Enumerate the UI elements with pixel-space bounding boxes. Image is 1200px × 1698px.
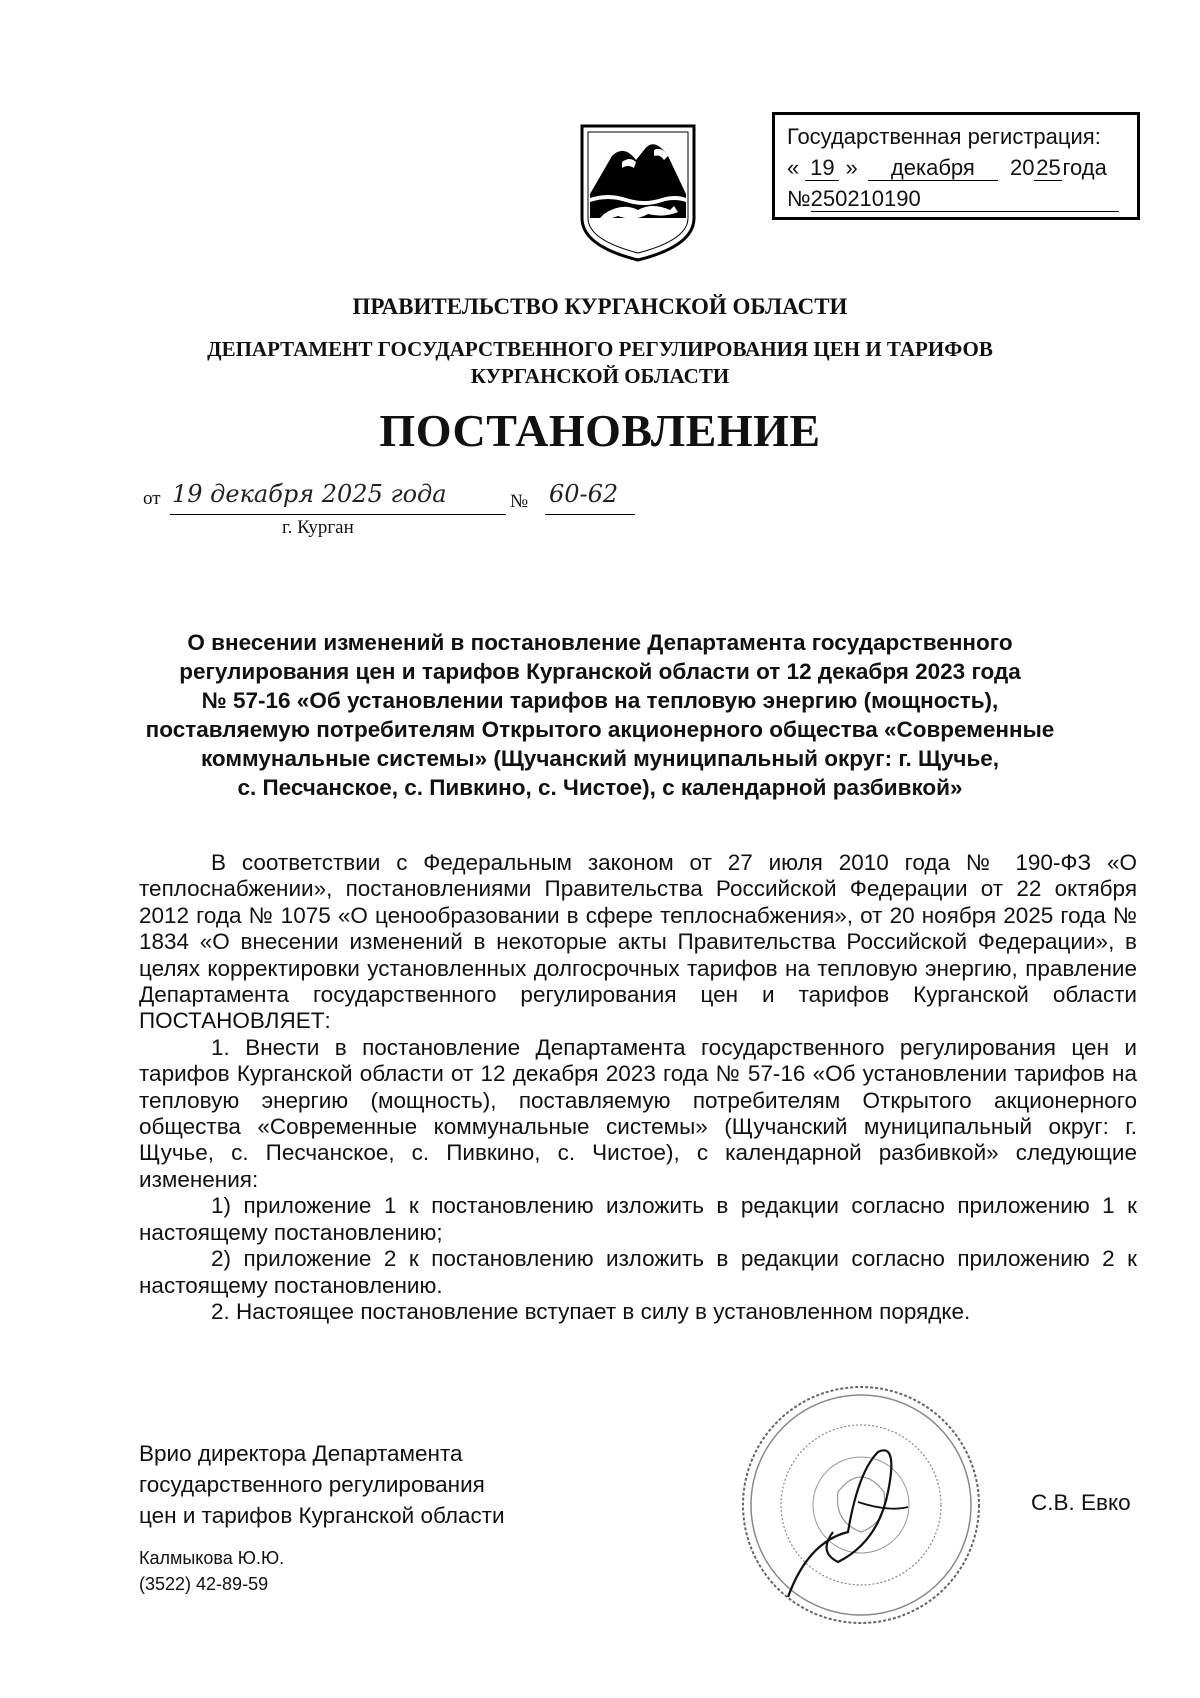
executor-contact (139, 1545, 284, 1597)
government-header: ПРАВИТЕЛЬСТВО КУРГАНСКОЙ ОБЛАСТИ (352, 294, 848, 319)
official-seal-stamp (738, 1382, 984, 1628)
handwritten-date: 19 декабря 2025 года (170, 486, 506, 515)
document-number-label: № (510, 491, 529, 512)
registration-stamp-box (772, 112, 1140, 220)
body-paragraph-subitem-2: 2) приложение 2 к постановлению изложить в редакции согласно приложению 2 к настоящему постановлению. (139, 1246, 1137, 1298)
body-paragraph-preamble: В соответствии с Федеральным законом от 27 июля 2010 года № 190-ФЗ «О теплоснабжении», постановлениями Правительства Российской Федерации от 22 октября 2012 года № 1075 «О ценообразовании в сфере теплоснабжения», от 20 ноября 2025 года № 1834 «О внесении изменений в некоторые акты Правительства Российской Федерации», в целях корректировки установленных долгосрочных тарифов на тепловую энергию, правление Департамента государственного регулирования цен и тарифов Курганской области ПОСТАНОВЛЯЕТ: (139, 850, 1137, 1034)
signer-name: С.В. Евко (1031, 1490, 1131, 1515)
body-paragraph-item-1: 1. Внести в постановление Департамента государственного регулирования цен и тарифов Курганской области от 12 декабря 2023 года № 57-16 «Об установлении тарифов на тепловую энергию (мощность), поставляемую потребителям Открытого акционерного общества «Современные коммунальные системы» (Щучанский муниципальный округ: г. Щучье, с. Песчанское, с. Пивкино, с. Чистое), с календарной разбивкой» следующие изменения: (139, 1034, 1137, 1192)
registration-date-row: « 19 » декабря 2025года (787, 155, 1107, 180)
document-body (139, 850, 1137, 1325)
body-paragraph-item-2: 2. Настоящее постановление вступает в силу в установленном порядке. (211, 1298, 971, 1324)
registration-title: Государственная регистрация: (787, 124, 1101, 149)
registration-number: 250210190 (811, 187, 1119, 212)
executor-name: Калмыкова Ю.Ю. (139, 1548, 285, 1568)
document-type-title: ПОСТАНОВЛЕНИЕ (379, 405, 821, 456)
coat-of-arms-emblem (578, 122, 698, 264)
city-label: г. Курган (282, 517, 354, 538)
signatory-position: Врио директора Департамента государственного регулирования цен и тарифов Курганской области (139, 1441, 505, 1528)
registration-month: декабря (868, 156, 998, 181)
registration-year: 25 (1036, 155, 1061, 180)
department-header: ДЕПАРТАМЕНТ ГОСУДАРСТВЕННОГО РЕГУЛИРОВАНИЯ ЦЕН И ТАРИФОВ КУРГАНСКОЙ ОБЛАСТИ (207, 337, 993, 388)
date-from-label: от (143, 488, 161, 509)
body-paragraph-subitem-1: 1) приложение 1 к постановлению изложить в редакции согласно приложению 1 к настоящему постановлению; (139, 1193, 1137, 1245)
handwritten-number: 60-62 (545, 486, 635, 515)
executor-phone: (3522) 42-89-59 (139, 1574, 269, 1594)
registration-number-row: №250210190 (787, 183, 1125, 214)
document-subject-title: О внесении изменений в постановление Департамента государственного регулирования цен и тарифов Курганской области от 12 декабря 2023 года № 57-16 «Об установлении тарифов на тепловую энергию (мощность), поставляемую потребителям Открытого акционерного общества «Современные коммунальные системы» (Щучанский муниципальный округ: г. Щучье, с. Песчанское, с. Пивкино, с. Чистое), с календарной разбивкой» (145, 630, 1055, 800)
registration-day: 19 (805, 156, 839, 181)
